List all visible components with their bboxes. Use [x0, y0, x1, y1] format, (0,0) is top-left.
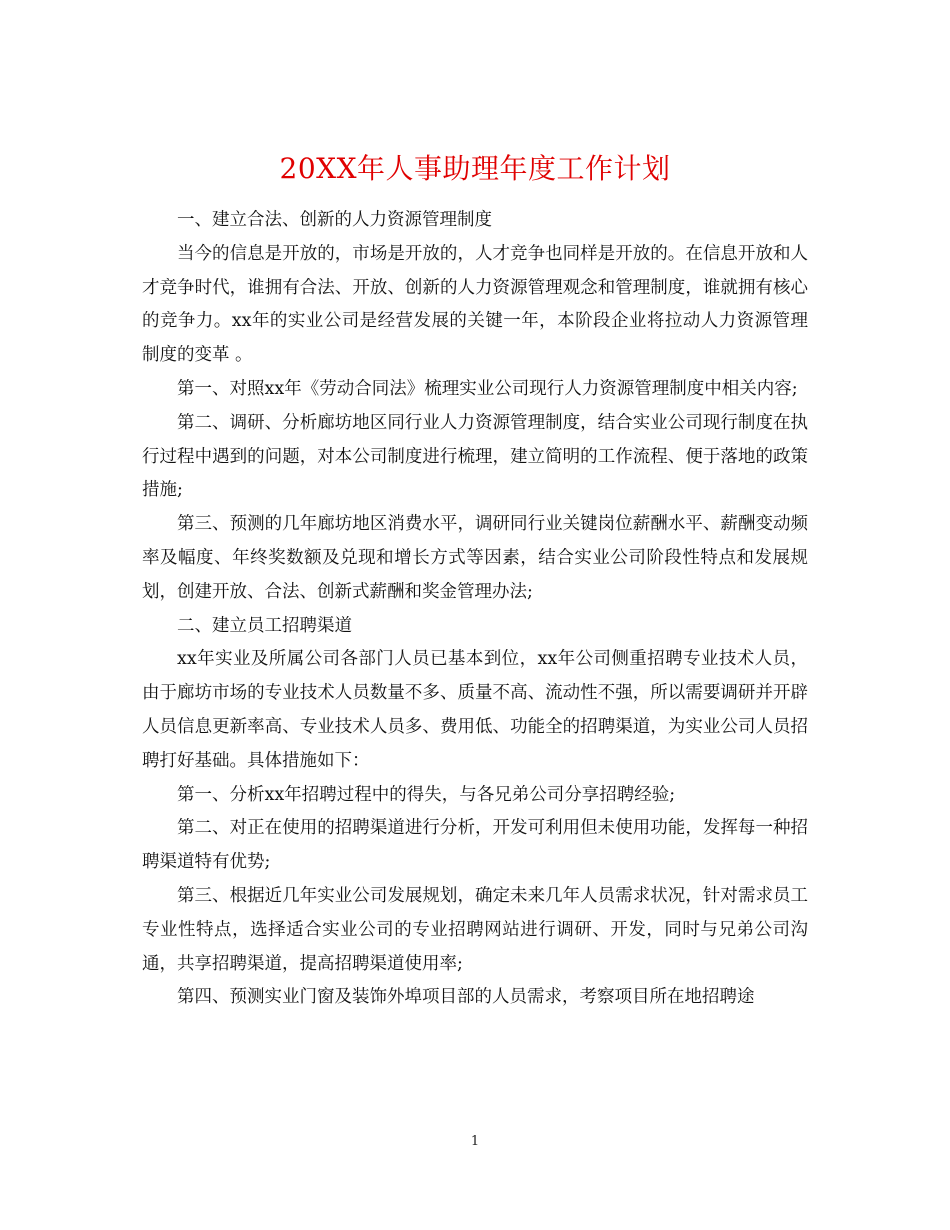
paragraph-item-1: 第一、对照xx年《劳动合同法》梳理实业公司现行人力资源管理制度中相关内容; [177, 378, 798, 399]
page-number: 1 [470, 1134, 480, 1149]
section-heading-1: 一、建立合法、创新的人力资源管理制度 [177, 210, 492, 230]
paragraph-recruitment-item-3: 第三、根据近几年实业公司发展规划，确定未来几年人员需求状况，针对需求员工专业性特点，选择适合实业公司的专业招聘网站进行调研、开发，同时与兄弟公司沟通，共享招聘渠道，提高招聘渠道使用率; [142, 885, 808, 974]
paragraph-item-3: 第三、预测的几年廊坊地区消费水平，调研同行业关键岗位薪酬水平、薪酬变动频率及幅度、年终奖数额及兑现和增长方式等因素，结合实业公司阶段性特点和发展规划，创建开放、合法、创新式薪酬和奖金管理办法; [142, 514, 808, 602]
paragraph-recruitment-item-2: 第二、对正在使用的招聘渠道进行分析，开发可利用但未使用功能，发挥每一种招聘渠道特有优势; [142, 818, 808, 873]
document-body [142, 204, 808, 1015]
document-title: 20XX年人事助理年度工作计划 [279, 151, 671, 185]
paragraph-recruitment-intro: xx年实业及所属公司各部门人员已基本到位，xx年公司侧重招聘专业技术人员，由于廊坊市场的专业技术人员数量不多、质量不高、流动性不强，所以需要调研并开辟人员信息更新率高、专业技术人员多、费用低、功能全的招聘渠道，为实业公司人员招聘打好基础。具体措施如下： [142, 649, 808, 771]
paragraph-intro: 当今的信息是开放的，市场是开放的，人才竞争也同样是开放的。在信息开放和人才竞争时代，谁拥有合法、开放、创新的人力资源管理观念和管理制度，谁就拥有核心的竞争力。xx年的实业公司是经营发展的关键一年，本阶段企业将拉动人力资源管理制度的变革 。 [142, 243, 808, 366]
paragraph-recruitment-item-4: 第四、预测实业门窗及装饰外埠项目部的人员需求，考察项目所在地招聘途 [177, 987, 755, 1008]
paragraph-recruitment-item-1: 第一、分析xx年招聘过程中的得失，与各兄弟公司分享招聘经验; [177, 784, 676, 805]
paragraph-item-2: 第二、调研、分析廊坊地区同行业人力资源管理制度，结合实业公司现行制度在执行过程中遇到的问题，对本公司制度进行梳理，建立简明的工作流程、便于落地的政策措施; [142, 412, 808, 501]
section-heading-2: 二、建立员工招聘渠道 [177, 615, 352, 636]
